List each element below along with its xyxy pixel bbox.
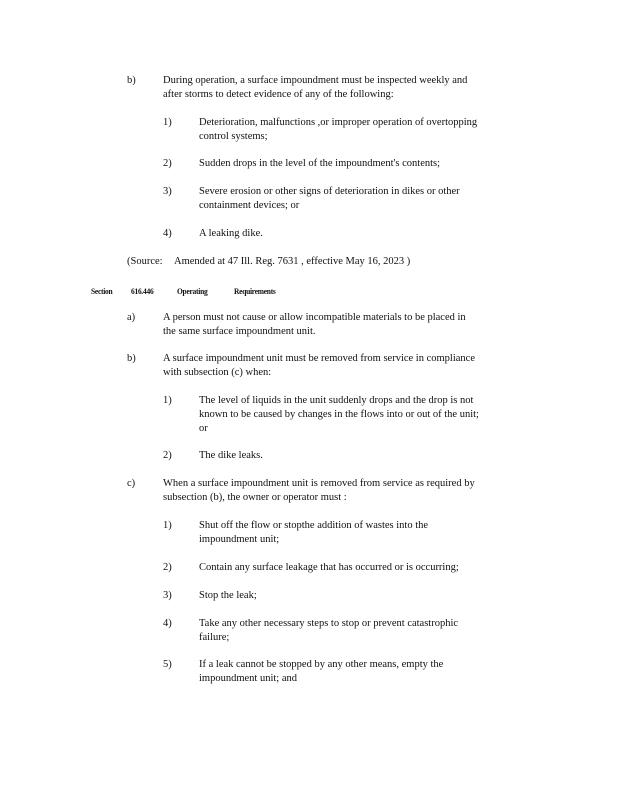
item-text-line: If a leak cannot be stopped by any other means, empty the <box>199 659 444 670</box>
section-title-1: Operating <box>177 286 208 296</box>
source-label: (Source: <box>127 256 163 267</box>
item-text-line: subsection (b), the owner or operator must : <box>163 492 347 503</box>
item-text-line: or <box>199 423 208 434</box>
item-label: 1) <box>163 520 172 531</box>
item-text-line: Take any other necessary steps to stop or prevent catastrophic <box>199 618 459 629</box>
item-label: 4) <box>163 618 172 629</box>
item-text-line: Severe erosion or other signs of deterioration in dikes or other <box>199 186 460 197</box>
item-text-line: Stop the leak; <box>199 590 257 601</box>
item-text-line: impoundment unit; <box>199 534 280 545</box>
item-label: 3) <box>163 186 172 197</box>
item-text-line: The dike leaks. <box>199 450 263 461</box>
item-text-line: A person must not cause or allow incompatible materials to be placed in <box>163 312 466 323</box>
section-word: Section <box>91 286 113 296</box>
item-text-line: containment devices; or <box>199 200 300 211</box>
item-label: c) <box>127 478 136 489</box>
item-label: 5) <box>163 659 172 670</box>
item-text-line: During operation, a surface impoundment must be inspected weekly and <box>163 75 468 86</box>
item-text-line: A surface impoundment unit must be removed from service in compliance <box>163 353 475 364</box>
item-label: 3) <box>163 590 172 601</box>
item-label: 4) <box>163 228 172 239</box>
item-label: 2) <box>163 450 172 461</box>
item-label: 1) <box>163 395 172 406</box>
item-text-line: Contain any surface leakage that has occurred or is occurring; <box>199 562 459 573</box>
section-title-2: Requirements <box>234 286 276 296</box>
item-text-line: A leaking dike. <box>199 228 263 239</box>
item-label: 2) <box>163 562 172 573</box>
item-label: b) <box>127 75 136 86</box>
section-number: 616.446 <box>131 286 154 296</box>
item-text-line: with subsection (c) when: <box>163 367 272 378</box>
item-text-line: failure; <box>199 632 230 643</box>
item-label: a) <box>127 312 136 323</box>
item-label: 2) <box>163 158 172 169</box>
item-text-line: the same surface impoundment unit. <box>163 326 316 337</box>
item-label: b) <box>127 353 136 364</box>
item-text-line: control systems; <box>199 131 268 142</box>
item-text-line: impoundment unit; and <box>199 673 297 684</box>
source-text: Amended at 47 Ill. Reg. 7631 , effective May 16, 2023 ) <box>174 256 411 267</box>
item-text-line: When a surface impoundment unit is removed from service as required by <box>163 478 475 489</box>
item-text-line: The level of liquids in the unit suddenly drops and the drop is not <box>199 395 474 406</box>
item-label: 1) <box>163 117 172 128</box>
item-text-line: Shut off the flow or stopthe addition of wastes into the <box>199 520 429 531</box>
item-text-line: after storms to detect evidence of any of the following: <box>163 89 394 100</box>
item-text-line: Deterioration, malfunctions ,or improper operation of overtopping <box>199 117 478 128</box>
item-text-line: Sudden drops in the level of the impoundment's contents; <box>199 158 441 169</box>
item-text-line: known to be caused by changes in the flows into or out of the unit; <box>199 409 479 420</box>
